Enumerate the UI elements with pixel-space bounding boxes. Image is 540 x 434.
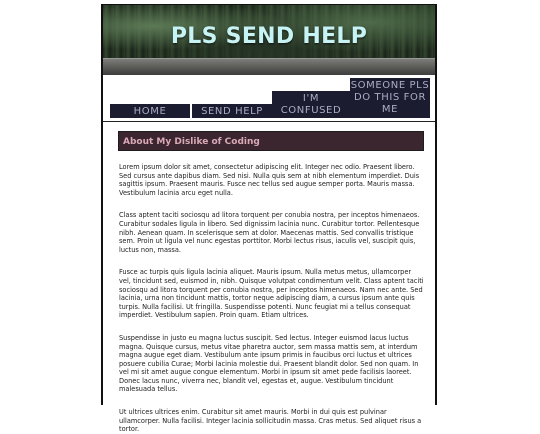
article-paragraph: Ut ultrices ultrices enim. Curabitur sit amet mauris. Morbi in dui quis est pulvinar ullamcorper. Nulla facilisi. Integer lacinia sollicitudin massa. Cras metus. Sed aliquet risus a tortor. — [119, 408, 422, 434]
nav-someone-pls-label-line2: DO THIS FOR — [353, 92, 427, 103]
nav-send-help-label: SEND HELP — [201, 106, 263, 117]
main-nav — [103, 75, 435, 122]
banner-railing-image — [103, 58, 435, 75]
nav-im-confused-label-line1: I'M — [302, 93, 320, 104]
header-banner — [103, 5, 435, 75]
article-paragraph: Suspendisse in justo eu magna luctus suscipit. Sed lectus. Integer euismod lacus luctus magna. Quisque cursus, metus vitae pharetra auctor, sem massa mattis sem, at interdum magna augue eget diam. Vestibulum ante ipsum primis in faucibus orci luctus et ultrices posuere cubilia Curae; Morbi lacinia molestie dui. Praesent blandit dolor. Sed non quam. In vel mi sit amet augue congue elementum. Morbi in ipsum sit amet pede facilisis laoreet. Donec lacus nunc, viverra nec, blandit vel, egestas et, augue. Vestibulum tincidunt malesuada tellus. — [119, 333, 419, 394]
nav-im-confused[interactable] — [272, 91, 350, 118]
nav-send-help[interactable] — [192, 104, 272, 118]
nav-someone-pls[interactable] — [350, 78, 430, 118]
article-heading: About My Dislike of Coding — [118, 131, 424, 151]
article-paragraph: Lorem ipsum dolor sit amet, consectetur adipiscing elit. Integer nec odio. Praesent libero. Sed cursus ante dapibus diam. Sed nisi. Nulla quis sem at nibh elementum imperdiet. Duis sagittis ipsum. Praesent mauris. Fusce nec tellus sed augue semper porta. Mauris massa. Vestibulum lacinia arcu eget nulla. — [119, 163, 420, 197]
site-title: PLS SEND HELP — [170, 24, 368, 49]
page-container — [101, 4, 437, 434]
main-content — [103, 122, 435, 434]
nav-home[interactable] — [110, 104, 190, 118]
article-paragraph: Fusce ac turpis quis ligula lacinia aliquet. Mauris ipsum. Nulla metus metus, ullamcorper vel, tincidunt sed, euismod in, nibh. Quisque volutpat condimentum velit. Class aptent taciti sociosqu ad litora torquent per conubia nostra, per inceptos himenaeos. Nam nec ante. Sed lacinia, urna non tincidunt mattis, tortor neque adipiscing diam, a cursus ipsum ante quis turpis. Nulla facilisi. Ut fringilla. Suspendisse potenti. Nunc feugiat mi a tellus consequat imperdiet. Vestibulum sapien. Proin quam. Etiam ultrices. — [119, 268, 424, 320]
article-paragraph: Class aptent taciti sociosqu ad litora torquent per conubia nostra, per inceptos himenaeos. Curabitur sodales ligula in libero. Sed dignissim lacinia nunc. Curabitur tortor. Pellentesque nibh. Aenean quam. In scelerisque sem at dolor. Maecenas mattis. Sed convallis tristique sem. Proin ut ligula vel nunc egestas porttitor. Morbi lectus risus, iaculis vel, suscipit quis, luctus non, massa. — [119, 211, 420, 254]
nav-someone-pls-label-line3: ME — [381, 104, 399, 115]
nav-someone-pls-label-line1: SOMEONE PLS — [350, 80, 430, 91]
nav-im-confused-label-line2: CONFUSED — [280, 105, 342, 116]
nav-home-label: HOME — [133, 106, 167, 117]
